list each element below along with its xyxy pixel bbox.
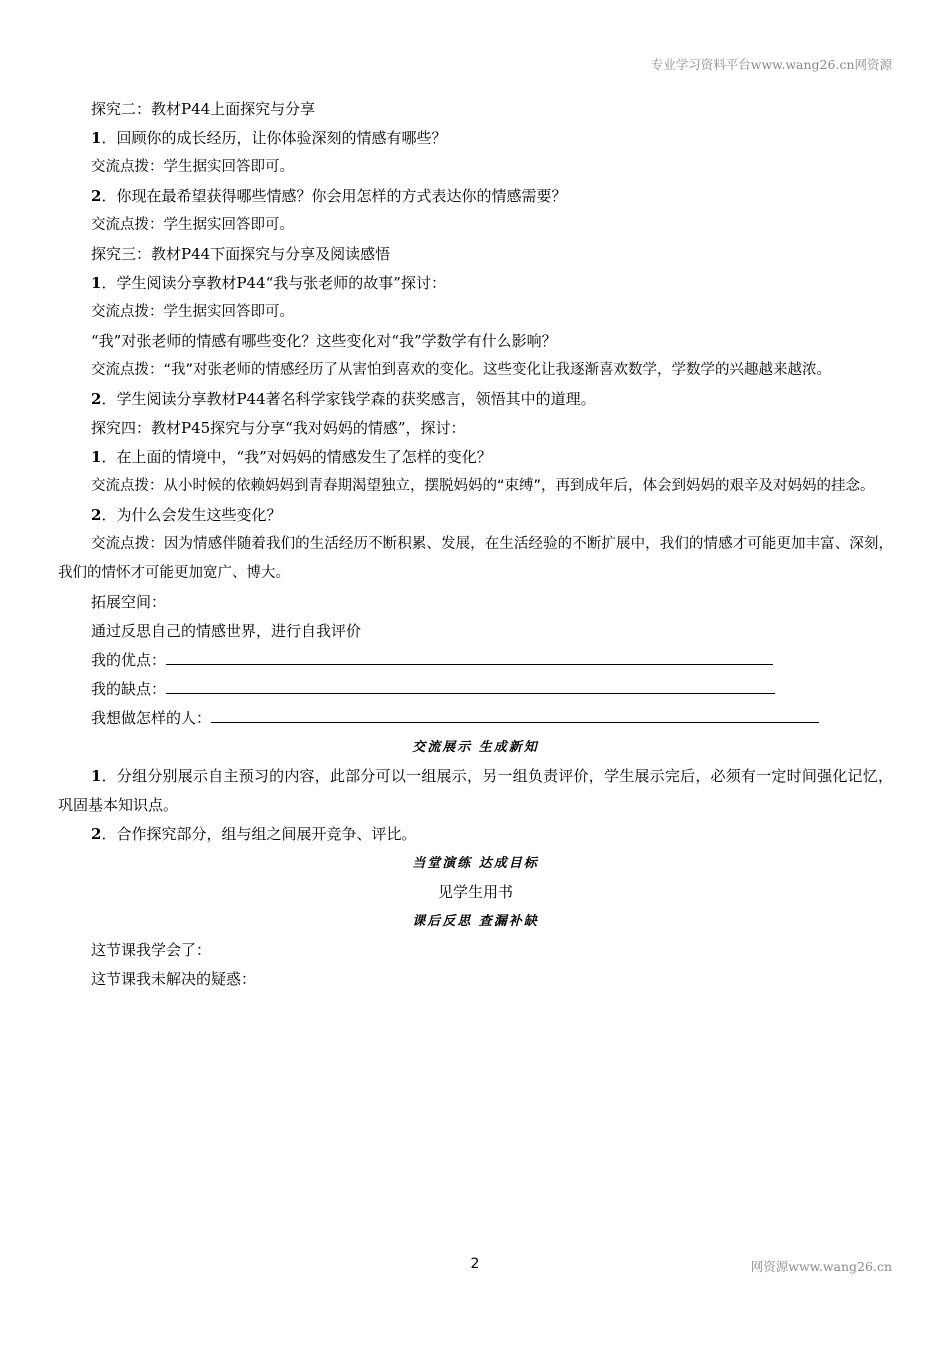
question-item: 1．学生阅读分享教材P44“我与张老师的故事”探讨： — [91, 274, 446, 292]
page-number: 2 — [470, 1256, 480, 1272]
section-heading-practice: 当堂演练 达成目标 — [412, 856, 539, 871]
answer-note: 交流点拨：学生据实回答即可。 — [91, 304, 294, 320]
instruction-item: 2．合作探究部分，组与组之间展开竞争、评比。 — [91, 825, 417, 843]
weaknesses-line: 我的缺点： — [58, 675, 893, 704]
section-title-explore-4: 探究四：教材P45探究与分享“我对妈妈的情感”，探讨： — [91, 419, 466, 437]
extension-title: 拓展空间： — [91, 593, 167, 611]
question-item: 2．你现在最希望获得哪些情感？你会用怎样的方式表达你的情感需要？ — [91, 187, 567, 205]
section-title-explore-2: 探究二：教材P44上面探究与分享 — [91, 100, 316, 118]
answer-note: 交流点拨：学生据实回答即可。 — [91, 217, 294, 233]
question-item: “我”对张老师的情感有哪些变化？这些变化对“我”学数学有什么影响？ — [91, 332, 557, 350]
page-footer-site: 网资源www.wang26.cn — [750, 1259, 892, 1274]
question-item: 2．学生阅读分享教材P44著名科学家钱学森的获奖感言，领悟其中的道理。 — [91, 390, 596, 408]
self-evaluation-prompt: 通过反思自己的情感世界，进行自我评价 — [91, 622, 362, 640]
reflection-doubts: 这节课我未解决的疑惑： — [91, 970, 257, 988]
document-body — [58, 95, 893, 994]
see-student-book: 见学生用书 — [437, 883, 513, 901]
question-item: 2．为什么会发生这些变化？ — [91, 506, 282, 524]
question-item: 1．回顾你的成长经历，让你体验深刻的情感有哪些？ — [91, 129, 447, 147]
weaknesses-blank — [166, 679, 775, 694]
aspiration-blank — [211, 708, 819, 723]
question-item: 1．在上面的情境中，“我”对妈妈的情感发生了怎样的变化？ — [91, 448, 492, 466]
strengths-blank — [166, 650, 773, 665]
section-title-explore-3: 探究三：教材P44下面探究与分享及阅读感悟 — [91, 245, 391, 263]
strengths-line: 我的优点： — [58, 646, 893, 675]
section-heading-show: 交流展示 生成新知 — [412, 740, 539, 755]
answer-paragraph: 交流点拨：从小时候的依赖妈妈到青春期渴望独立，摆脱妈妈的“束缚”，再到成年后，体会到妈妈的艰辛及对妈妈的挂念。 — [91, 478, 875, 494]
answer-paragraph: 交流点拨：“我”对张老师的情感经历了从害怕到喜欢的变化。这些变化让我逐渐喜欢数学，学数学的兴趣越来越浓。 — [91, 362, 832, 378]
section-heading-reflection: 课后反思 查漏补缺 — [412, 914, 539, 929]
page-header: 专业学习资料平台www.wang26.cn网资源 — [650, 57, 892, 72]
answer-note: 交流点拨：学生据实回答即可。 — [91, 159, 294, 175]
instruction-paragraph: 1．分组分别展示自主预习的内容，此部分可以一组展示，另一组负责评价，学生展示完后，必须有一定时间强化记忆，巩固基本知识点。 — [58, 767, 893, 814]
reflection-learned: 这节课我学会了： — [91, 941, 212, 959]
answer-paragraph: 交流点拨：因为情感伴随着我们的生活经历不断积累、发展，在生活经验的不断扩展中，我们的情感才可能更加丰富、深刻，我们的情怀才可能更加宽广、博大。 — [58, 536, 893, 581]
aspiration-line: 我想做怎样的人： — [58, 704, 893, 733]
